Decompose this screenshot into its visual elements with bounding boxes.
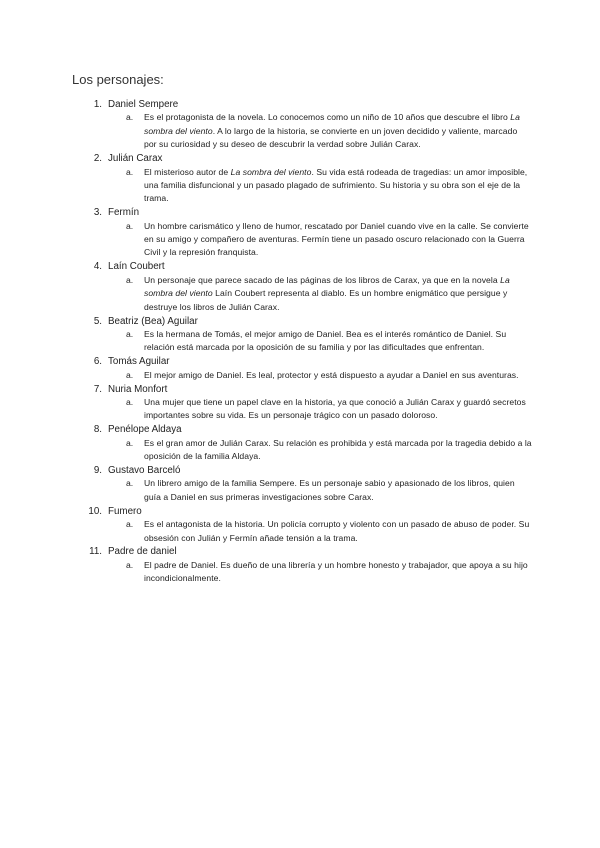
character-number: 3. xyxy=(93,207,102,219)
character-name: Beatriz (Bea) Aguilar xyxy=(108,315,198,327)
character-description xyxy=(72,396,532,423)
book-title: La sombra del viento xyxy=(230,166,312,177)
description-text xyxy=(144,111,532,151)
description-text xyxy=(144,166,532,206)
character-number: 10. xyxy=(88,505,102,517)
description-text xyxy=(144,274,532,314)
description-segment: Es el protagonista de la novela. Lo conocemos como un niño de 10 años que descubre el libro xyxy=(144,112,511,123)
character-description xyxy=(72,274,532,314)
character-list xyxy=(72,98,532,586)
character-item xyxy=(72,464,532,504)
description-segment: Un librero amigo de la familia Sempere. Es un personaje sabio y apasionado de los libros, quien guía a Daniel en sus primeras investigaciones sobre Carax. xyxy=(144,478,515,502)
character-description xyxy=(72,369,532,382)
character-description xyxy=(72,559,532,586)
character-item xyxy=(72,383,532,423)
description-segment: Un personaje que parece sacado de las páginas de los libros de Carax, ya que en la novela xyxy=(144,274,501,285)
character-number: 8. xyxy=(93,424,102,436)
character-description xyxy=(72,328,532,355)
sub-item-marker: a. xyxy=(126,559,134,570)
description-text xyxy=(144,477,532,504)
description-segment: Es el gran amor de Julián Carax. Su relación es prohibida y está marcada por la tragedia debido a la oposición de la familia Aldaya. xyxy=(144,437,532,462)
description-text xyxy=(144,328,532,355)
character-item xyxy=(72,206,532,260)
sub-item-marker: a. xyxy=(126,369,134,380)
character-item xyxy=(72,315,532,355)
character-name: Laín Coubert xyxy=(108,261,165,273)
character-item xyxy=(72,98,532,152)
character-item xyxy=(72,260,532,314)
sub-item-marker: a. xyxy=(126,478,134,489)
character-number: 7. xyxy=(93,383,102,395)
character-number: 9. xyxy=(93,464,102,476)
character-description xyxy=(72,111,532,151)
character-name: Fermín xyxy=(108,207,140,219)
sub-item-marker: a. xyxy=(126,112,134,123)
description-segment: Laín Coubert representa al diablo. Es un hombre enigmático que persigue y destruye los libros de Julián Carax. xyxy=(144,288,508,312)
character-item xyxy=(72,505,532,545)
page-heading: Los personajes: xyxy=(72,72,164,87)
sub-item-marker: a. xyxy=(126,274,134,285)
character-description xyxy=(72,166,532,206)
character-name: Fumero xyxy=(108,505,142,517)
character-description xyxy=(72,220,532,260)
character-number: 6. xyxy=(93,356,102,368)
character-item xyxy=(72,423,532,463)
description-text xyxy=(144,369,532,382)
description-text xyxy=(144,396,532,423)
character-number: 11. xyxy=(89,546,102,558)
character-item xyxy=(72,545,532,585)
description-text xyxy=(144,559,532,586)
character-number: 1. xyxy=(93,99,102,110)
description-segment: El mejor amigo de Daniel. Es leal, protector y está dispuesto a ayudar a Daniel en sus aventuras. xyxy=(144,369,519,380)
sub-item-marker: a. xyxy=(126,220,134,231)
description-segment: El padre de Daniel. Es dueño de una librería y un hombre honesto y trabajador, que apoya a su hijo incondicionalmente. xyxy=(144,559,528,584)
character-name: Nuria Monfort xyxy=(108,383,168,395)
character-name: Padre de daniel xyxy=(108,546,177,558)
character-description xyxy=(72,518,532,545)
character-name: Daniel Sempere xyxy=(108,99,179,110)
description-segment: Un hombre carismático y lleno de humor, rescatado por Daniel cuando vive en la calle. Se convierte en su amigo y compañero de aventuras. Fermín tiene un pasado oscuro relacionado con la Guerra Civil y la represión franquista. xyxy=(144,220,529,258)
sub-item-marker: a. xyxy=(126,328,134,339)
description-text xyxy=(144,518,532,545)
description-segment: Una mujer que tiene un papel clave en la historia, ya que conoció a Julián Carax y guardó secretos importantes sobre su vida. Es un personaje trágico con un pasado doloroso. xyxy=(144,396,526,421)
character-name: Julián Carax xyxy=(108,153,163,165)
description-segment: . Su vida está rodeada de tragedias: un amor imposible, una familia disfuncional y un pasado plagado de sufrimiento. Su historia y su obra son el eje de la trama. xyxy=(144,166,528,204)
character-item xyxy=(72,355,532,382)
description-segment: Es la hermana de Tomás, el mejor amigo de Daniel. Bea es el interés romántico de Daniel. Su relación está marcada por la oposición de su familia y por las dificultades que enfrentan. xyxy=(144,328,507,353)
character-number: 5. xyxy=(93,315,102,327)
sub-item-marker: a. xyxy=(126,519,134,530)
sub-item-marker: a. xyxy=(126,166,134,177)
character-name: Gustavo Barceló xyxy=(108,464,181,476)
character-description xyxy=(72,477,532,504)
description-text xyxy=(144,437,532,464)
description-segment: Es el antagonista de la historia. Un policía corrupto y violento con un pasado de abuso de poder. Su obsesión con Julián y Fermín añade tensión a la trama. xyxy=(144,519,530,543)
description-text xyxy=(144,220,532,260)
character-name: Penélope Aldaya xyxy=(108,424,182,436)
character-name: Tomás Aguilar xyxy=(108,356,170,368)
sub-item-marker: a. xyxy=(126,437,134,448)
character-number: 2. xyxy=(93,153,102,165)
sub-item-marker: a. xyxy=(126,396,134,407)
character-description xyxy=(72,437,532,464)
character-number: 4. xyxy=(93,261,102,273)
book-title: La sombra del viento xyxy=(144,274,510,299)
character-item xyxy=(72,152,532,206)
book-title: La sombra del viento xyxy=(144,112,520,136)
description-segment: El misterioso autor de xyxy=(144,166,231,177)
description-segment: . A lo largo de la historia, se convierte en un joven decidido y valiente, marcado por su curiosidad y su deseo de descubrir la verdad sobre Julián Carax. xyxy=(144,125,518,150)
